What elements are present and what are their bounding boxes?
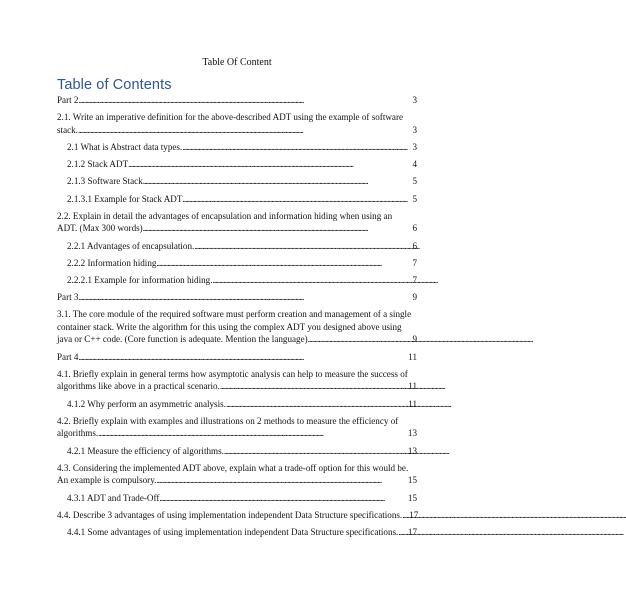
toc-entry[interactable]	[57, 368, 417, 393]
dot-leader	[143, 222, 412, 235]
toc-entry-text: 2.2. Explain in detail the advantages of encapsulation and information hiding when using an	[57, 210, 393, 221]
toc-entry-text: 4.2. Briefly explain with examples and illustrations on 2 methods to measure the efficiency of	[57, 415, 399, 426]
dot-leader	[194, 240, 411, 253]
toc-entry-text: 2.1 What is Abstract data types.	[67, 141, 183, 152]
toc-entry-text: Part 4	[57, 351, 79, 362]
toc-entry-text: 4.1.2 Why perform an asymmetric analysis.	[67, 398, 226, 409]
dot-leader	[212, 274, 411, 287]
toc-page-number: 6	[412, 223, 417, 234]
toc-entry-text: java or C++ code. (Core function is adequate. Mention the language)	[57, 334, 308, 345]
toc-entry[interactable]	[57, 111, 417, 136]
toc-entry-text: An example is compulsory.	[57, 475, 157, 486]
toc-entry-text: ADT. (Max 300 words)	[57, 223, 143, 234]
toc-page-number: 5	[412, 176, 417, 187]
toc-entry-text: Part 2	[57, 95, 79, 105]
dot-leader	[224, 445, 407, 458]
toc-entry[interactable]	[57, 210, 417, 235]
toc-page-number: 13	[407, 445, 417, 456]
toc-entry[interactable]	[57, 526, 417, 539]
toc-entry[interactable]	[57, 193, 417, 206]
toc-entry-text: Part 3	[57, 292, 79, 303]
toc-entry[interactable]	[57, 175, 417, 188]
toc-page-number: 15	[407, 475, 417, 486]
dot-leader	[128, 158, 411, 171]
toc-heading: Table of Contents	[57, 77, 172, 93]
toc-entry[interactable]	[57, 398, 417, 411]
toc-page-number: 9	[412, 334, 417, 345]
toc-page-number: 7	[412, 257, 417, 268]
toc-entry-text: 4.4.1 Some advantages of using implementation independent Data Structure specifications.	[67, 526, 399, 537]
toc-entry-text: algorithms.	[57, 428, 99, 439]
toc-entry[interactable]	[57, 415, 417, 440]
toc-page-number: 11	[408, 381, 417, 392]
dot-leader	[78, 94, 411, 107]
toc-entry[interactable]	[57, 94, 417, 107]
dot-leader	[159, 492, 407, 505]
toc-entry-text: 2.1.2 Stack ADT	[67, 159, 129, 170]
dot-leader	[182, 141, 411, 154]
toc-entry-text: 4.4. Describe 3 advantages of using implementation independent Data Structure specifications.	[57, 509, 403, 520]
toc-entry[interactable]	[57, 509, 417, 522]
toc-entry[interactable]	[57, 351, 417, 364]
toc-entry[interactable]	[57, 240, 417, 253]
toc-entry-text: 2.2.2 Information hiding	[67, 257, 157, 268]
toc-page-number: 3	[412, 124, 417, 135]
toc-page-number: 17	[409, 509, 419, 520]
toc-entry[interactable]	[57, 291, 417, 304]
toc-entry-text: 4.2.1 Measure the efficiency of algorithms.	[67, 445, 224, 456]
dot-leader	[78, 351, 407, 364]
toc-page-number: 5	[412, 193, 417, 204]
toc-page-number: 3	[412, 141, 417, 152]
toc-entry[interactable]	[57, 274, 417, 287]
table-of-contents	[57, 94, 417, 539]
dot-leader	[308, 333, 412, 346]
toc-entry-text: 2.1. Write an imperative definition for the above-described ADT using the example of software	[57, 112, 404, 123]
dot-leader	[182, 193, 411, 206]
toc-entry-text: stack.	[57, 124, 78, 135]
toc-entry-text: 4.3.1 ADT and Trade-Off	[67, 492, 160, 503]
toc-entry-text: 2.2.2.1 Example for information hiding.	[67, 274, 213, 285]
toc-page-number: 7	[412, 274, 417, 285]
dot-leader	[156, 257, 411, 270]
toc-entry-text: container stack. Write the algorithm for this using the complex ADT you designed above using	[57, 321, 402, 332]
toc-entry[interactable]	[57, 141, 417, 154]
toc-entry[interactable]	[57, 445, 417, 458]
toc-entry[interactable]	[57, 308, 417, 346]
toc-entry-text: 4.3. Considering the implemented ADT above, explain what a trade-off option for this would be.	[57, 462, 409, 473]
toc-page-number: 11	[408, 398, 417, 409]
toc-entry-text: 3.1. The core module of the required software must perform creation and management of a single	[57, 309, 412, 320]
dot-leader	[226, 398, 407, 411]
toc-entry[interactable]	[57, 158, 417, 171]
dot-leader	[156, 474, 406, 487]
dot-leader	[220, 380, 407, 393]
toc-page-number: 15	[407, 492, 417, 503]
toc-entry-text: algorithms like above in a practical scenario.	[57, 381, 220, 392]
page-header: Table Of Content	[202, 57, 272, 68]
toc-page-number: 6	[412, 240, 417, 251]
dot-leader	[78, 124, 411, 137]
dot-leader	[143, 175, 412, 188]
toc-entry[interactable]	[57, 462, 417, 487]
dot-leader	[98, 427, 407, 440]
toc-entry-text: 2.1.3 Software Stack	[67, 176, 143, 187]
toc-page-number: 3	[412, 95, 417, 105]
toc-entry[interactable]	[57, 492, 417, 505]
toc-entry-text: 2.1.3.1 Example for Stack ADT	[67, 193, 183, 204]
toc-page-number: 13	[407, 428, 417, 439]
toc-entry[interactable]	[57, 257, 417, 270]
toc-page-number: 9	[412, 292, 417, 303]
toc-entry-text: 2.2.1 Advantages of encapsulation.	[67, 240, 195, 251]
dot-leader	[398, 526, 407, 539]
dot-leader	[78, 291, 411, 304]
toc-entry-text: 4.1. Briefly explain in general terms how asymptotic analysis can help to measure the success of	[57, 368, 408, 379]
toc-page-number: 17	[407, 526, 417, 537]
toc-page-number: 4	[412, 159, 417, 170]
toc-page-number: 11	[408, 351, 417, 362]
